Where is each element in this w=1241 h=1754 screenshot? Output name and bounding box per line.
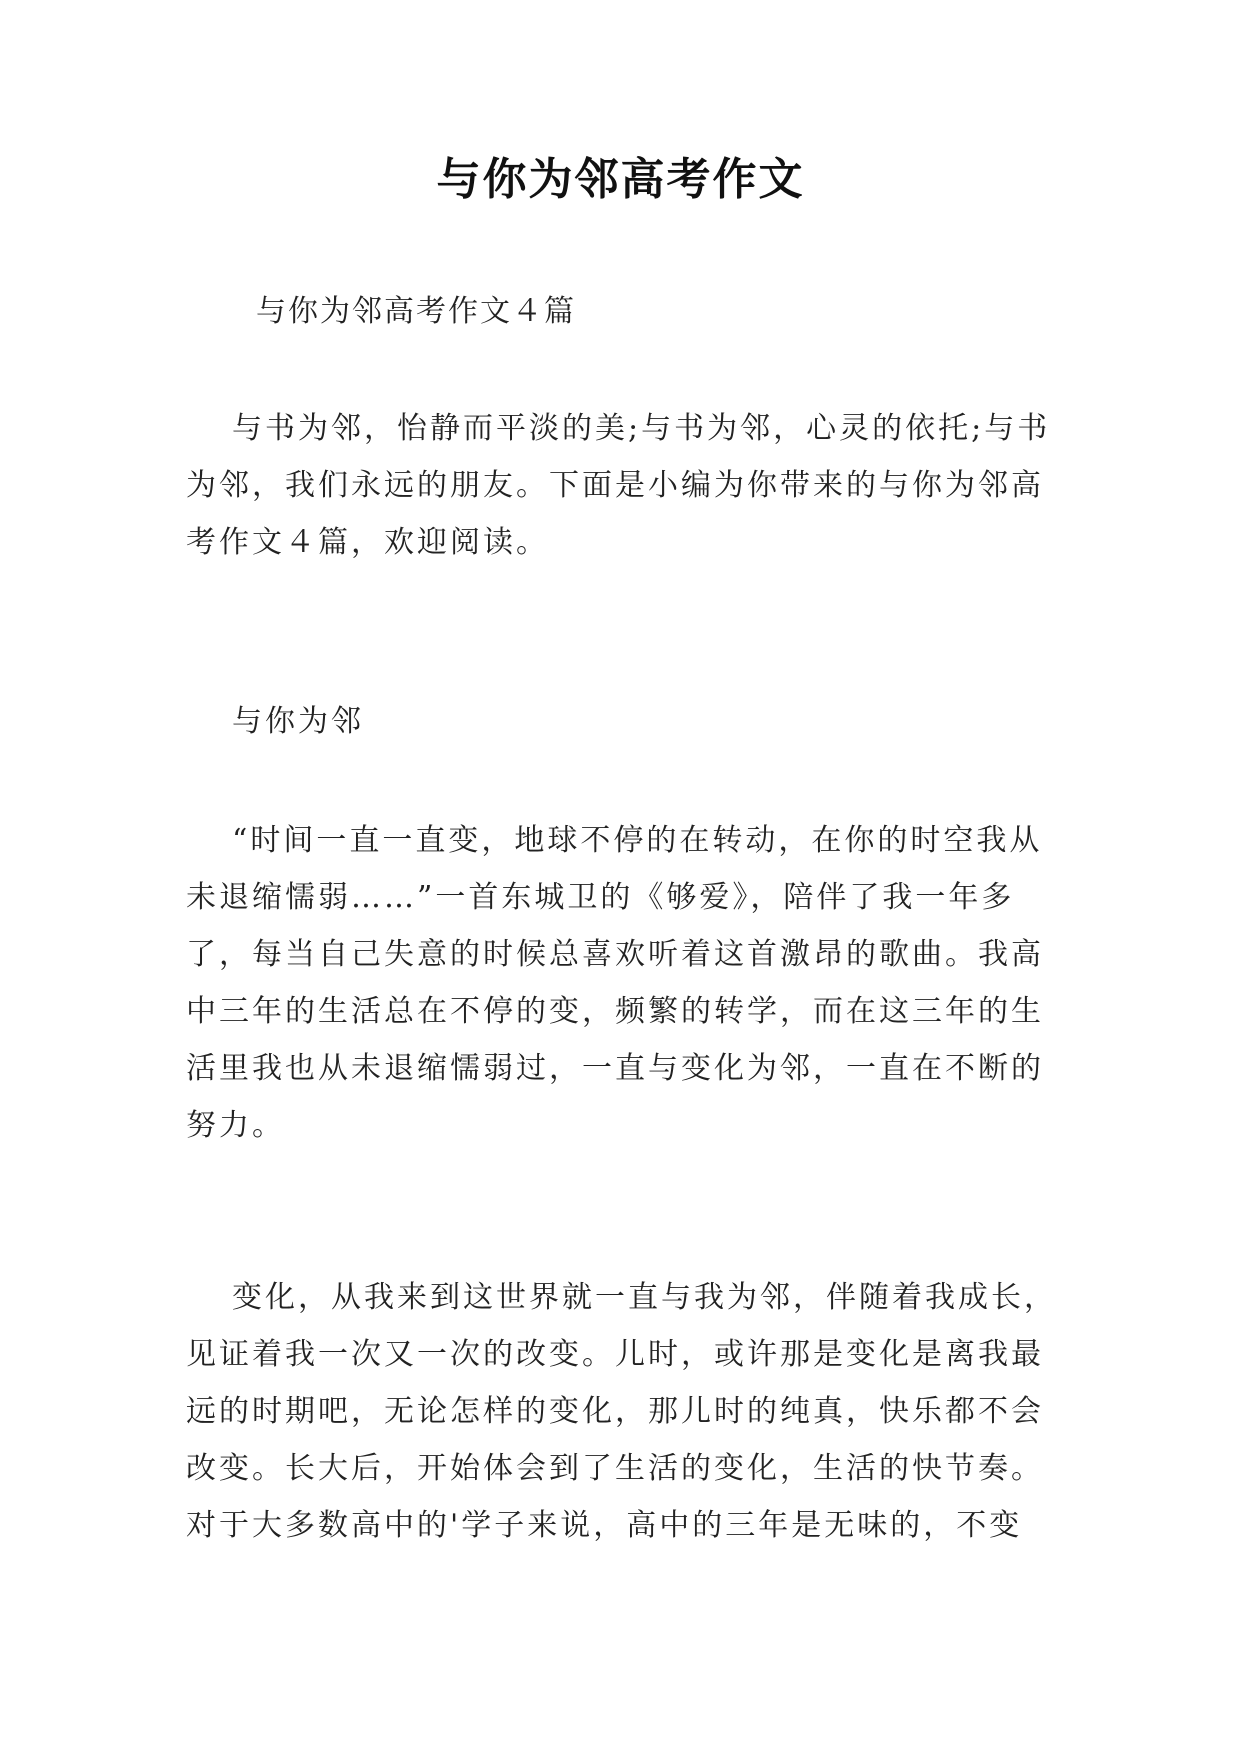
document-title: 与你为邻高考作文 xyxy=(436,154,805,205)
paragraph-line: 变化，从我来到这世界就一直与我为邻，伴随着我成长， xyxy=(232,1280,1057,1315)
paragraph-line: 努力。 xyxy=(186,1108,285,1143)
intro-line: 与书为邻，怡静而平淡的美;与书为邻，心灵的依托;与书 xyxy=(232,411,1051,446)
intro-paragraph xyxy=(186,400,1056,571)
paragraph-line: 对于大多数高中的'学子来说，高中的三年是无味的，不变 xyxy=(186,1508,1023,1543)
paragraph-line: 活里我也从未退缩懦弱过，一直与变化为邻，一直在不断的 xyxy=(186,1051,1044,1086)
intro-line: 考作文４篇，欢迎阅读。 xyxy=(186,525,549,560)
paragraph-line: 见证着我一次又一次的改变。儿时，或许那是变化是离我最 xyxy=(186,1337,1044,1372)
paragraph-line: 远的时期吧，无论怎样的变化，那儿时的纯真，快乐都不会 xyxy=(186,1394,1044,1429)
paragraph-line: 中三年的生活总在不停的变，频繁的转学，而在这三年的生 xyxy=(186,994,1044,1029)
section-heading-block xyxy=(186,693,1056,750)
body-paragraph-2 xyxy=(186,1269,1056,1554)
body-paragraph-1 xyxy=(186,812,1056,1154)
paragraph-line: “时间一直一直变，地球不停的在转动，在你的时空我从 xyxy=(232,823,1043,858)
intro-line: 为邻，我们永远的朋友。下面是小编为你带来的与你为邻高 xyxy=(186,468,1044,503)
paragraph-line: 未退缩懦弱……”一首东城卫的《够爱》，陪伴了我一年多 xyxy=(186,880,1015,915)
paragraph-line: 改变。长大后，开始体会到了生活的变化，生活的快节奏。 xyxy=(186,1451,1044,1486)
section-heading: 与你为邻 xyxy=(232,704,364,739)
document-subtitle: 与你为邻高考作文４篇 xyxy=(256,294,576,329)
paragraph-line: 了，每当自己失意的时候总喜欢听着这首激昂的歌曲。我高 xyxy=(186,937,1044,972)
